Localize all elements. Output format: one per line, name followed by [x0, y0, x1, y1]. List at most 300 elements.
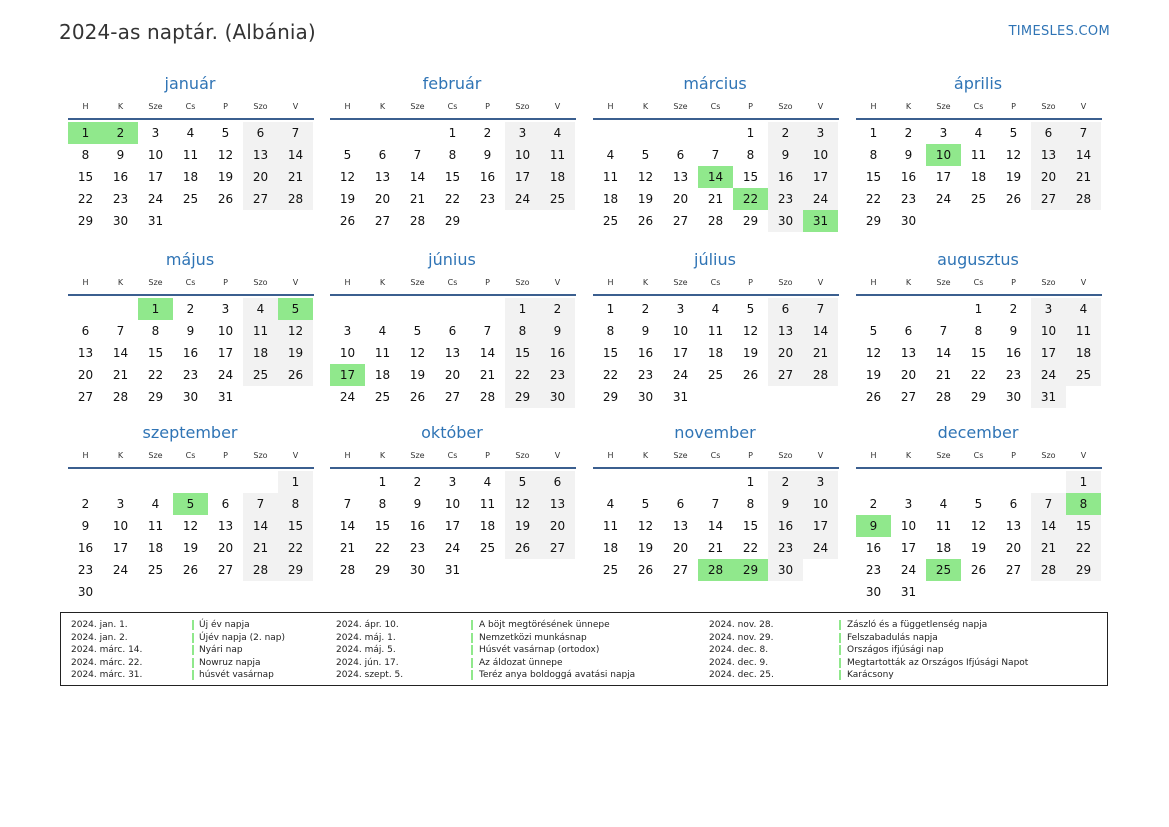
- weekday-label: Sze: [410, 102, 425, 111]
- day-cell: 16: [479, 170, 496, 184]
- weekday-label: Cs: [973, 278, 984, 287]
- day-cell: 21: [935, 368, 952, 382]
- day-cell: 25: [479, 541, 496, 555]
- empty-cell: [330, 471, 365, 493]
- day-cell: 28: [803, 364, 838, 386]
- holiday-marker: [839, 658, 841, 668]
- day-cell: 27: [672, 214, 689, 228]
- day-cell: 23: [479, 192, 496, 206]
- weekday-label: H: [344, 102, 351, 111]
- day-cell: 14: [278, 144, 313, 166]
- day-cell: 24: [672, 368, 689, 382]
- legend-date: 2024. máj. 1.: [336, 632, 396, 643]
- legend-column: [61, 619, 1107, 682]
- day-cell: 29: [1066, 559, 1101, 581]
- day-cell: 26: [742, 368, 759, 382]
- weekday-label: Sze: [673, 278, 688, 287]
- day-cell: 13: [1031, 144, 1066, 166]
- day-cell: 13: [77, 346, 94, 360]
- day-cell: 22: [505, 364, 540, 386]
- day-cell: 14: [935, 346, 952, 360]
- day-cell: 30: [865, 585, 882, 599]
- day-cell: 30: [182, 390, 199, 404]
- month-block: [330, 74, 576, 232]
- day-cell: 30: [637, 390, 654, 404]
- day-cell: 18: [602, 541, 619, 555]
- weekday-label: Cs: [185, 451, 196, 460]
- day-cell: 2: [904, 126, 913, 140]
- day-cell: 17: [935, 170, 952, 184]
- day-grid: [68, 122, 314, 232]
- day-cell: 31: [147, 214, 164, 228]
- day-cell: 17: [672, 346, 689, 360]
- day-cell: 13: [217, 519, 234, 533]
- day-cell: 14: [479, 346, 496, 360]
- day-cell: 24: [803, 188, 838, 210]
- day-cell: 1: [869, 126, 878, 140]
- day-cell: 14: [803, 320, 838, 342]
- weekday-label: K: [379, 102, 386, 111]
- weekday-header: [856, 447, 1102, 469]
- day-cell: 27: [540, 537, 575, 559]
- day-cell: 2: [641, 302, 650, 316]
- day-cell: 12: [637, 519, 654, 533]
- day-cell: 10: [147, 148, 164, 162]
- day-cell: 16: [900, 170, 917, 184]
- day-cell: 20: [1031, 166, 1066, 188]
- legend-date: 2024. dec. 8.: [709, 645, 769, 655]
- day-cell: 3: [448, 475, 457, 489]
- weekday-label: H: [344, 451, 351, 460]
- empty-cell: [698, 122, 733, 144]
- day-cell: 19: [505, 515, 540, 537]
- day-cell-holiday: 25: [926, 559, 961, 581]
- empty-cell: [663, 471, 698, 493]
- day-cell: 27: [900, 390, 917, 404]
- legend-row: [61, 657, 1107, 670]
- day-cell: 2: [483, 126, 492, 140]
- weekday-label: P: [1011, 102, 1016, 111]
- day-cell: 23: [900, 192, 917, 206]
- day-cell: 8: [505, 320, 540, 342]
- empty-cell: [698, 471, 733, 493]
- weekday-label: Szo: [515, 102, 530, 111]
- day-cell: 21: [409, 192, 426, 206]
- weekday-label: Sze: [936, 451, 951, 460]
- day-cell: 30: [1005, 390, 1022, 404]
- day-cell: 25: [540, 188, 575, 210]
- empty-cell: [173, 471, 208, 493]
- day-cell: 24: [217, 368, 234, 382]
- day-cell: 15: [602, 346, 619, 360]
- weekday-label: P: [223, 102, 228, 111]
- day-cell: 8: [869, 148, 878, 162]
- month-name: február: [422, 74, 482, 93]
- day-grid: [856, 298, 1102, 408]
- legend-holiday-name: Újév napja (2. nap): [199, 632, 286, 643]
- weekday-label: H: [82, 278, 89, 287]
- day-cell: 14: [112, 346, 129, 360]
- day-cell: 16: [409, 519, 426, 533]
- day-cell: 17: [444, 519, 461, 533]
- day-cell: 2: [81, 497, 90, 511]
- day-cell: 19: [339, 192, 356, 206]
- day-cell: 19: [970, 541, 987, 555]
- weekday-label: K: [642, 278, 649, 287]
- legend-row: [61, 644, 1107, 657]
- day-grid: [856, 122, 1102, 232]
- day-cell: 22: [147, 368, 164, 382]
- day-cell: 22: [602, 368, 619, 382]
- day-grid: [593, 471, 839, 581]
- day-cell: 12: [409, 346, 426, 360]
- day-grid: [68, 471, 314, 603]
- day-cell: 27: [444, 390, 461, 404]
- day-cell: 21: [1066, 166, 1101, 188]
- day-cell: 30: [409, 563, 426, 577]
- legend-date: 2024. dec. 9.: [709, 657, 769, 668]
- day-grid: [330, 122, 576, 232]
- day-cell: 9: [904, 148, 913, 162]
- day-cell: 8: [448, 148, 457, 162]
- day-cell: 27: [374, 214, 391, 228]
- day-cell: 11: [707, 324, 724, 338]
- day-cell: 4: [939, 497, 948, 511]
- weekday-label: Szo: [253, 278, 268, 287]
- day-cell: 5: [1009, 126, 1018, 140]
- weekday-label: V: [1080, 102, 1087, 111]
- weekday-label: Sze: [673, 451, 688, 460]
- weekday-label: H: [870, 278, 877, 287]
- day-cell: 8: [746, 497, 755, 511]
- day-grid: [330, 471, 576, 581]
- day-cell: 12: [217, 148, 234, 162]
- weekday-label: Sze: [410, 278, 425, 287]
- day-cell: 3: [151, 126, 160, 140]
- day-cell-holiday: 17: [330, 364, 365, 386]
- month-name: november: [674, 423, 756, 442]
- day-cell: 6: [540, 471, 575, 493]
- day-cell: 13: [374, 170, 391, 184]
- weekday-label: Szo: [253, 451, 268, 460]
- day-cell: 7: [278, 122, 313, 144]
- day-cell: 22: [1066, 537, 1101, 559]
- weekday-label: Sze: [410, 451, 425, 460]
- legend-holiday-name: húsvét vasárnap: [199, 670, 274, 680]
- day-cell: 3: [343, 324, 352, 338]
- weekday-label: Szo: [778, 278, 793, 287]
- day-cell: 4: [540, 122, 575, 144]
- day-cell: 11: [602, 519, 619, 533]
- day-cell-holiday: 1: [68, 122, 103, 144]
- weekday-header: [330, 98, 576, 120]
- day-cell: 19: [865, 368, 882, 382]
- day-cell: 7: [116, 324, 125, 338]
- empty-cell: [365, 122, 400, 144]
- holiday-marker: [839, 670, 841, 680]
- day-cell: 22: [742, 541, 759, 555]
- day-cell: 13: [243, 144, 278, 166]
- day-cell: 30: [900, 214, 917, 228]
- weekday-label: V: [817, 451, 824, 460]
- day-cell: 15: [865, 170, 882, 184]
- day-cell: 24: [112, 563, 129, 577]
- day-cell: 28: [707, 214, 724, 228]
- day-cell: 4: [606, 497, 615, 511]
- weekday-label: Sze: [148, 278, 163, 287]
- weekday-label: V: [554, 451, 561, 460]
- weekday-label: Cs: [447, 102, 458, 111]
- weekday-label: Cs: [185, 278, 196, 287]
- day-cell: 7: [803, 298, 838, 320]
- day-cell-holiday: 1: [138, 298, 173, 320]
- legend-row: [61, 632, 1107, 645]
- day-cell: 26: [217, 192, 234, 206]
- day-cell: 3: [116, 497, 125, 511]
- weekday-label: V: [554, 278, 561, 287]
- day-cell: 29: [77, 214, 94, 228]
- day-cell: 20: [540, 515, 575, 537]
- month-name: június: [428, 250, 476, 269]
- day-cell: 18: [147, 541, 164, 555]
- day-cell: 15: [1066, 515, 1101, 537]
- day-cell: 12: [182, 519, 199, 533]
- day-cell: 21: [1031, 537, 1066, 559]
- day-cell: 10: [339, 346, 356, 360]
- weekday-label: Cs: [185, 102, 196, 111]
- day-cell: 10: [217, 324, 234, 338]
- day-cell: 27: [77, 390, 94, 404]
- day-cell: 1: [746, 126, 755, 140]
- weekday-label: Szo: [515, 451, 530, 460]
- day-cell-holiday: 9: [856, 515, 891, 537]
- day-cell: 2: [1009, 302, 1018, 316]
- empty-cell: [996, 471, 1031, 493]
- day-cell: 5: [413, 324, 422, 338]
- day-cell: 18: [374, 368, 391, 382]
- weekday-label: V: [292, 451, 299, 460]
- day-cell: 10: [672, 324, 689, 338]
- day-cell: 8: [974, 324, 983, 338]
- empty-cell: [926, 298, 961, 320]
- day-cell: 28: [1066, 188, 1101, 210]
- day-cell: 23: [1005, 368, 1022, 382]
- day-cell: 26: [637, 563, 654, 577]
- day-cell: 20: [217, 541, 234, 555]
- day-cell: 9: [768, 493, 803, 515]
- day-cell: 5: [746, 302, 755, 316]
- day-cell: 9: [483, 148, 492, 162]
- day-cell: 8: [378, 497, 387, 511]
- day-cell: 13: [768, 320, 803, 342]
- day-cell: 9: [540, 320, 575, 342]
- day-cell: 18: [935, 541, 952, 555]
- day-cell: 2: [768, 471, 803, 493]
- weekday-label: Cs: [447, 451, 458, 460]
- day-cell: 12: [637, 170, 654, 184]
- legend-holiday-name: Zászló és a függetlenség napja: [847, 620, 988, 630]
- day-cell: 4: [606, 148, 615, 162]
- month-name: december: [937, 423, 1019, 442]
- weekday-label: Cs: [710, 451, 721, 460]
- day-cell: 25: [602, 563, 619, 577]
- day-cell: 6: [1031, 122, 1066, 144]
- day-cell: 3: [221, 302, 230, 316]
- day-cell: 22: [77, 192, 94, 206]
- day-cell: 27: [1031, 188, 1066, 210]
- day-cell: 28: [339, 563, 356, 577]
- day-cell: 21: [243, 537, 278, 559]
- day-cell: 3: [676, 302, 685, 316]
- day-cell: 26: [278, 364, 313, 386]
- weekday-label: V: [292, 278, 299, 287]
- day-grid: [593, 298, 839, 408]
- day-cell: 11: [243, 320, 278, 342]
- legend-holiday-name: Nowruz napja: [199, 657, 261, 668]
- legend-date: 2024. nov. 29.: [709, 632, 774, 643]
- weekday-label: Szo: [515, 278, 530, 287]
- day-cell: 12: [278, 320, 313, 342]
- day-grid: [68, 298, 314, 408]
- month-block: [68, 250, 314, 408]
- month-name: április: [953, 74, 1003, 93]
- day-cell: 22: [444, 192, 461, 206]
- day-cell: 16: [77, 541, 94, 555]
- weekday-header: [593, 447, 839, 469]
- day-cell: 6: [1009, 497, 1018, 511]
- weekday-label: H: [344, 278, 351, 287]
- day-cell: 7: [343, 497, 352, 511]
- day-cell: 4: [483, 475, 492, 489]
- day-cell: 2: [413, 475, 422, 489]
- holiday-legend: [60, 612, 1108, 686]
- month-name: szeptember: [142, 423, 238, 442]
- day-cell: 23: [768, 537, 803, 559]
- day-cell-holiday: 2: [103, 122, 138, 144]
- day-cell: 12: [505, 493, 540, 515]
- brand-link[interactable]: TIMESLES.COM: [1008, 24, 1110, 39]
- day-cell: 7: [1066, 122, 1101, 144]
- weekday-label: P: [223, 278, 228, 287]
- weekday-label: H: [607, 451, 614, 460]
- day-grid: [593, 122, 839, 232]
- day-cell-holiday: 8: [1066, 493, 1101, 515]
- day-cell: 11: [602, 170, 619, 184]
- day-cell: 7: [243, 493, 278, 515]
- day-cell: 5: [343, 148, 352, 162]
- day-cell: 29: [970, 390, 987, 404]
- day-cell: 22: [278, 537, 313, 559]
- holiday-marker: [839, 633, 841, 643]
- day-cell: 14: [707, 519, 724, 533]
- day-cell: 24: [1031, 364, 1066, 386]
- weekday-header: [593, 274, 839, 296]
- day-cell: 27: [768, 364, 803, 386]
- day-cell: 1: [606, 302, 615, 316]
- day-cell: 14: [1066, 144, 1101, 166]
- day-cell: 4: [151, 497, 160, 511]
- weekday-label: H: [607, 278, 614, 287]
- weekday-label: Sze: [936, 278, 951, 287]
- day-cell: 28: [112, 390, 129, 404]
- day-cell: 1: [974, 302, 983, 316]
- day-cell: 8: [278, 493, 313, 515]
- day-cell: 24: [147, 192, 164, 206]
- day-cell: 31: [444, 563, 461, 577]
- day-cell: 26: [505, 537, 540, 559]
- day-cell: 16: [182, 346, 199, 360]
- day-cell: 8: [151, 324, 160, 338]
- day-cell: 21: [278, 166, 313, 188]
- day-cell: 13: [444, 346, 461, 360]
- weekday-label: Cs: [710, 102, 721, 111]
- day-cell: 10: [1031, 320, 1066, 342]
- weekday-label: P: [1011, 278, 1016, 287]
- weekday-label: H: [870, 451, 877, 460]
- weekday-label: K: [905, 102, 912, 111]
- day-cell: 15: [374, 519, 391, 533]
- day-cell: 10: [900, 519, 917, 533]
- day-cell: 9: [413, 497, 422, 511]
- weekday-label: K: [905, 278, 912, 287]
- weekday-header: [856, 98, 1102, 120]
- weekday-label: Szo: [1041, 102, 1056, 111]
- month-block: [856, 250, 1102, 408]
- weekday-label: Sze: [148, 102, 163, 111]
- day-cell: 19: [409, 368, 426, 382]
- day-cell: 11: [935, 519, 952, 533]
- empty-cell: [856, 298, 891, 320]
- day-cell: 7: [413, 148, 422, 162]
- day-cell: 11: [479, 497, 496, 511]
- day-cell: 1: [505, 298, 540, 320]
- month-block: [68, 74, 314, 232]
- day-cell: 9: [768, 144, 803, 166]
- weekday-label: H: [870, 102, 877, 111]
- day-cell: 27: [243, 188, 278, 210]
- day-cell: 3: [505, 122, 540, 144]
- day-cell: 8: [746, 148, 755, 162]
- day-cell: 9: [186, 324, 195, 338]
- weekday-label: K: [117, 278, 124, 287]
- day-cell: 8: [606, 324, 615, 338]
- day-cell: 25: [374, 390, 391, 404]
- day-cell: 17: [803, 166, 838, 188]
- month-name: július: [694, 250, 736, 269]
- day-cell: 28: [1031, 559, 1066, 581]
- weekday-label: K: [379, 278, 386, 287]
- day-cell: 25: [182, 192, 199, 206]
- day-cell: 19: [1005, 170, 1022, 184]
- day-cell: 25: [602, 214, 619, 228]
- month-block: [593, 423, 839, 581]
- weekday-header: [330, 274, 576, 296]
- day-cell: 7: [1031, 493, 1066, 515]
- day-cell: 17: [900, 541, 917, 555]
- day-cell: 15: [742, 170, 759, 184]
- day-cell: 30: [77, 585, 94, 599]
- day-cell: 4: [243, 298, 278, 320]
- day-cell: 17: [147, 170, 164, 184]
- day-cell: 28: [243, 559, 278, 581]
- day-cell: 18: [707, 346, 724, 360]
- weekday-label: V: [1080, 278, 1087, 287]
- empty-cell: [68, 298, 103, 320]
- legend-holiday-name: A böjt megtörésének ünnepe: [479, 620, 610, 630]
- empty-cell: [856, 471, 891, 493]
- day-cell: 20: [672, 541, 689, 555]
- day-cell: 29: [444, 214, 461, 228]
